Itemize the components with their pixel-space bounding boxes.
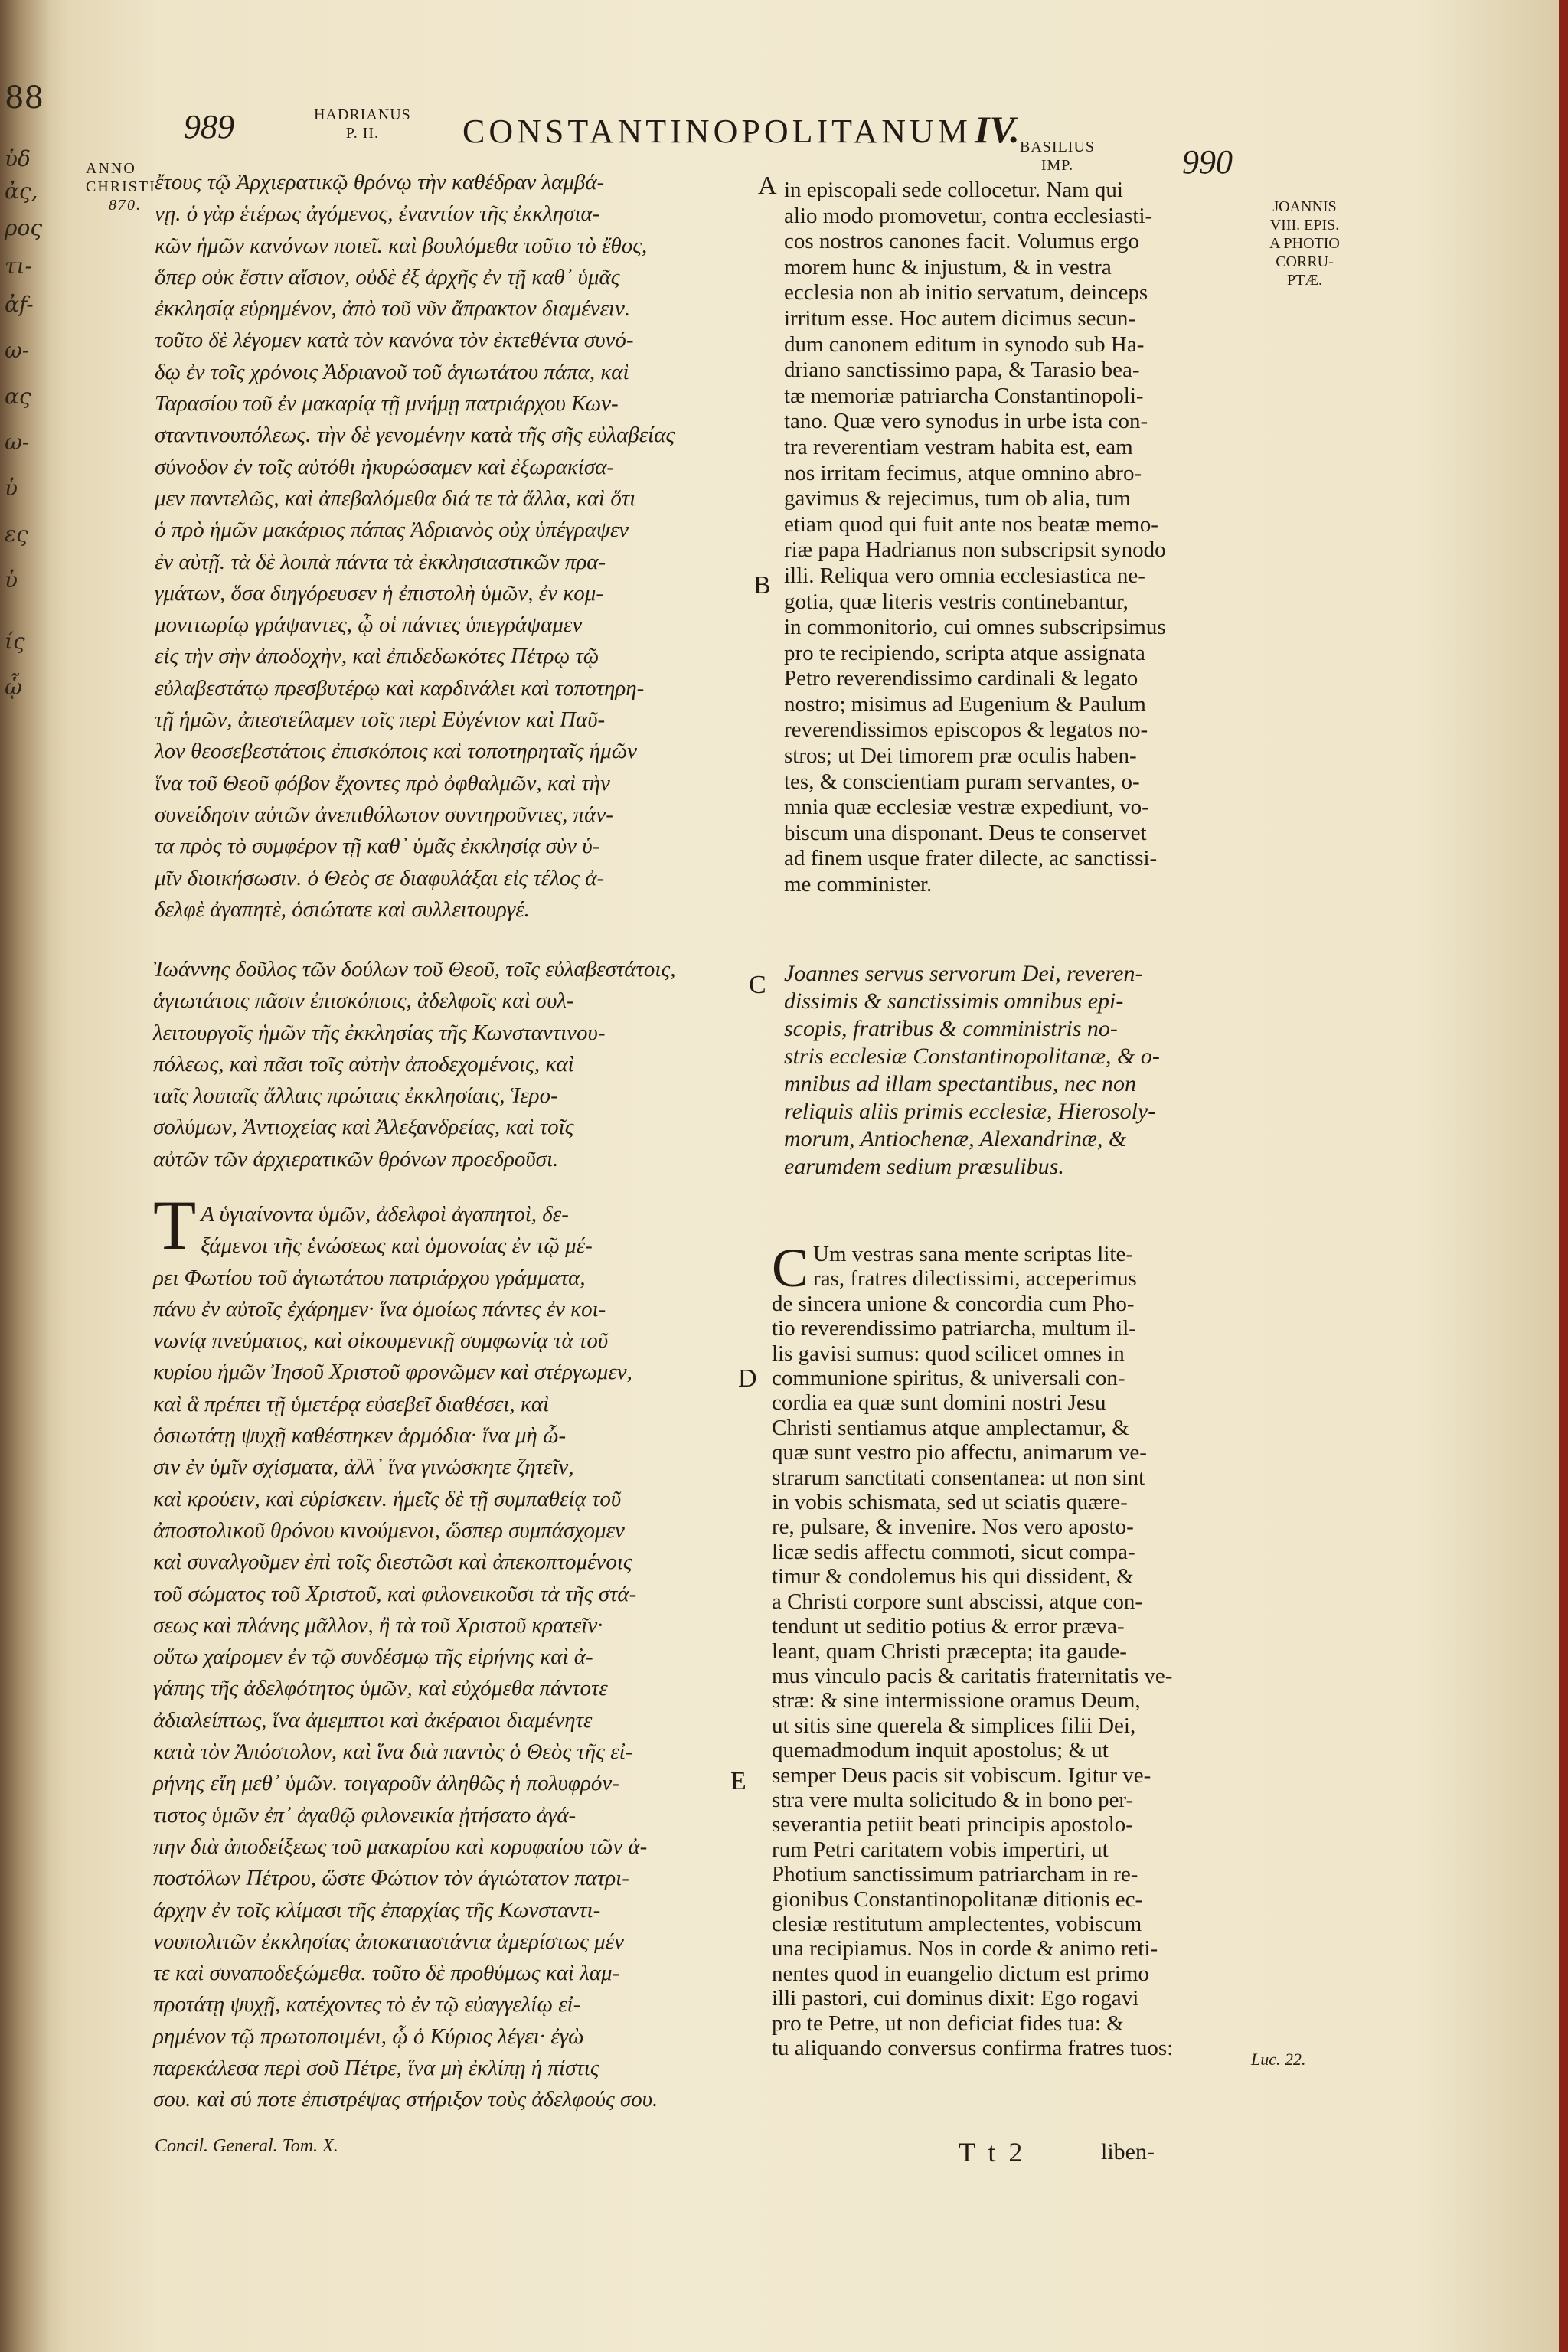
latin-epistle-line: re, pulsare, & invenire. Nos vero aposto- (772, 1514, 1134, 1540)
latin-text-line: gavimus & rejecimus, tum ob alia, tum (784, 486, 1131, 511)
latin-text-line: Petro reverendissimo cardinali & legato (784, 666, 1138, 691)
basilius-title: IMP. (1040, 157, 1074, 174)
greek-epistle-line: τοῦ σώματος τοῦ Χριστοῦ, καὶ φιλονεικοῦσι τὰ τῆς στά- (153, 1581, 637, 1606)
book-binding-gutter (0, 0, 70, 2352)
margin-note-line: CORRU- (1276, 253, 1334, 270)
greek-text-line: εὐλαβεστάτῳ πρεσβυτέρῳ καὶ καρδινάλει καὶ τοποτηρη- (155, 675, 645, 701)
latin-epistle-line: clesiæ restitutum amplectentes, vobiscum (772, 1911, 1142, 1936)
catchword: liben- (1101, 2139, 1155, 2164)
latin-text-line: tra reverentiam vestram habita est, eam (784, 434, 1133, 459)
greek-salutation-line: Ἰωάννης δοῦλος τῶν δούλων τοῦ Θεοῦ, τοῖς εὐλαβεστάτοις, (153, 957, 676, 982)
latin-text-line: in commonitorio, cui omnes subscripsimus (784, 615, 1166, 640)
latin-text-line: driano sanctissimo papa, & Tarasio bea- (784, 358, 1140, 383)
greek-text-line: ἐν αὐτῇ. τὰ δὲ λοιπὰ πάντα τὰ ἐκκλησιαστικῶν πρα- (155, 549, 606, 574)
greek-epistle-line: τιστος ὑμῶν ἐπ᾽ ἀγαθῷ φιλονεικία ᾐτήσατο ἀγά- (153, 1802, 577, 1828)
greek-text-line: μονιτωρίῳ γράψαντες, ᾧ οἱ πάντες ὑπεγράψαμεν (155, 612, 583, 638)
christi-label: CHRISTI (86, 178, 156, 195)
hadrianus-header (314, 106, 411, 142)
anno-label: ANNO (86, 160, 136, 177)
latin-text-line: tes, & conscientiam puram servantes, o- (784, 769, 1140, 794)
greek-text-line: γμάτων, ὅσα διηγόρευσεν ἡ ἐπιστολὴ ὑμῶν, ἐν κομ- (155, 580, 603, 606)
greek-text-line: ὁ πρὸ ἡμῶν μακάριος πάπας Ἀδριανὸς οὐχ ὑπέγραψεν (155, 518, 629, 543)
binding-fragment: ἀς, (5, 178, 38, 204)
greek-salutation-line: αὐτῶν τῶν ἀρχιερατικῶν θρόνων προεδροῦσι. (153, 1146, 559, 1171)
page-number-right: 990 (1182, 143, 1233, 181)
latin-epistle-line: leant, quam Christi præcepta; ita gaude- (772, 1638, 1127, 1664)
greek-letter-text (155, 167, 752, 926)
latin-epistle-line: mus vinculo pacis & caritatis fraternitatis ve- (772, 1663, 1173, 1688)
latin-epistle-line: licæ sedis affectu commoti, sicut compa- (772, 1539, 1135, 1564)
page-edge (1559, 0, 1568, 2352)
greek-epistle-line: ρήνης εἴη μεθ᾽ ὑμῶν. τοιγαροῦν ἀληθῶς ἡ πολυφρόν- (153, 1771, 619, 1796)
latin-text-line: in episcopali sede collocetur. Nam qui (784, 178, 1123, 202)
signature-mark: T t 2 (959, 2137, 1026, 2167)
greek-text-line: σύνοδον ἐν τοῖς αὐτόθι ἠκυρώσαμεν καὶ ἐξωρακίσα- (155, 454, 615, 479)
binding-fragment: ρος (5, 215, 42, 240)
latin-text-line: tæ memoriæ patriarcha Constantinopoli- (784, 383, 1144, 408)
greek-text-line: τῇ ἡμῶν, ἀπεστείλαμεν τοῖς περὶ Εὐγένιον καὶ Παῦ- (155, 707, 606, 733)
greek-salutation-line: σολύμων, Ἀντιοχείας καὶ Ἀλεξανδρείας, καὶ τοῖς (153, 1115, 574, 1140)
latin-epistle-line: in vobis schismata, sed ut sciatis quære- (772, 1490, 1128, 1515)
greek-text-line: Ταρασίου τοῦ ἐν μακαρίᾳ τῇ μνήμῃ πατριάρχου Κων- (155, 391, 619, 416)
latin-epistle-line: rum Petri caritatem vobis impertiri, ut (772, 1837, 1109, 1862)
margin-note-line: A PHOTIO (1269, 235, 1340, 252)
greek-text-line: τοῦτο δὲ λέγομεν κατὰ τὸν κανόνα τὸν ἐκτεθέντα συνό- (155, 328, 634, 353)
latin-epistle-line: pro te Petre, ut non deficiat fides tua: & (772, 2011, 1124, 2036)
greek-salutation-line: πόλεως, καὶ πᾶσι τοῖς αὐτὴν ἀποδεχομένοις, καὶ (153, 1051, 574, 1076)
binding-fragment: τι- (5, 253, 32, 279)
binding-fragment: ὑ (5, 567, 18, 593)
marker-c: C (749, 971, 766, 999)
greek-text-line: λον θεοσεβεστάτοις ἐπισκόποις καὶ τοποτηρηταῖς ἡμῶν (155, 739, 638, 764)
latin-epistle-line: tu aliquando conversus confirma fratres tuos: (772, 2036, 1174, 2060)
latin-text-line: illi. Reliqua vero omnia ecclesiastica ne- (784, 563, 1145, 588)
latin-text-line: nos irritam fecimus, atque omnino abro- (784, 460, 1142, 485)
greek-text-line: μῖν διοικήσωσιν. ὁ Θεὸς σε διαφυλάξαι εἰς τέλος ἀ- (155, 865, 605, 890)
greek-epistle-text (153, 1186, 766, 2116)
greek-text-line: σταντινουπόλεως. τὴν δὲ γενομένην κατὰ τῆς σῆς εὐλαβείας (155, 423, 675, 448)
latin-epistle-line: nentes quod in euangelio dictum est primo (772, 1961, 1149, 1986)
page-number-left: 989 (184, 108, 234, 145)
greek-epistle-line: νωνίᾳ πνεύματος, καὶ οἰκουμενικῇ συμφωνίᾳ τὰ τοῦ (153, 1328, 609, 1354)
greek-epistle-line: γάπης τῆς ἀδελφότητος ὑμῶν, καὶ εὐχόμεθα πάντοτε (153, 1676, 608, 1701)
latin-salutation-line: mnibus ad illam spectantibus, nec non (784, 1071, 1136, 1096)
latin-text-line: pro te recipiendo, scripta atque assignata (784, 640, 1145, 665)
margin-note-line: JOANNIS (1272, 198, 1337, 215)
greek-epistle-line: προτάτῃ ψυχῇ, κατέχοντες τὸ ἐν τῷ εὐαγγελίῳ εἰ- (153, 1992, 581, 2017)
greek-epistle-line: πάνυ ἐν αὐτοῖς ἐχάρημεν· ἵνα ὁμοίως πάντες ἐν κοι- (153, 1296, 606, 1321)
latin-epistle-line: severantia petiit beati principis apostolo- (772, 1812, 1133, 1838)
latin-epistle-line: stræ: & sine intermissione oramus Deum, (772, 1688, 1141, 1713)
greek-epistle-line: ξάμενοι τῆς ἑνώσεως καὶ ὁμονοίας ἐν τῷ μέ- (201, 1233, 593, 1259)
latin-epistle-text (772, 1237, 1323, 2060)
council-title: CONSTANTINOPOLITANUM (462, 113, 972, 150)
greek-epistle-line: ὁσιωτάτῃ ψυχῇ καθέστηκεν ἁρμόδια· ἵνα μὴ ὦ- (153, 1423, 567, 1449)
greek-epistle-line: ρημένον τῷ πρωτοποιμένι, ᾧ ὁ Κύριος λέγει· ἐγὼ (153, 2024, 584, 2049)
latin-text-line: dum canonem editum in synodo sub Ha- (784, 332, 1145, 357)
greek-epistle-line: νουπολιτῶν ἐκκλησίας ἀποκαταστάντα ἀμερίστως μέν (153, 1929, 624, 1954)
latin-epistle-line: semper Deus pacis sit vobiscum. Igitur ve- (772, 1762, 1152, 1788)
latin-epistle-line: quemadmodum inquit apostolus; & ut (772, 1738, 1109, 1763)
greek-epistle-line: πην διὰ ἀποδείξεως τοῦ μακαρίου καὶ κορυφαίου τῶν ἀ- (153, 1834, 648, 1859)
luke-reference: Luc. 22. (1251, 2050, 1306, 2069)
greek-salutation-line: λειτουργοῖς ἡμῶν τῆς ἐκκλησίας τῆς Κωνσταντινου- (153, 1020, 606, 1045)
latin-salutation-line: morum, Antiochenæ, Alexandrinæ, & (784, 1126, 1127, 1152)
greek-epistle-line: κυρίου ἡμῶν Ἰησοῦ Χριστοῦ φρονῶμεν καὶ στέργωμεν, (153, 1360, 632, 1385)
latin-epistle-line: illi pastori, cui dominus dixit: Ego rogavi (772, 1986, 1139, 2011)
greek-epistle-line: οὕτω χαίρομεν ἐν τῷ συνδέσμῳ τῆς εἰρήνης καὶ ἀ- (153, 1645, 593, 1670)
greek-text-line: ἵνα τοῦ Θεοῦ φόβον ἔχοντες πρὸ ὀφθαλμῶν, καὶ τὴν (155, 770, 610, 795)
book-page (70, 0, 1568, 2352)
marker-d: D (738, 1364, 757, 1393)
latin-epistle-line: una recipiamus. Nos in corde & animo reti- (772, 1936, 1158, 1962)
council-number: IV. (974, 108, 1020, 151)
greek-epistle-line: ρει Φωτίου τοῦ ἁγιωτάτου πατριάρχου γράμματα, (153, 1265, 586, 1290)
binding-fragment: ίς (5, 629, 25, 654)
latin-epistle-line: Photium sanctissimum patriarcham in re- (772, 1862, 1138, 1887)
greek-text-line: ὅπερ οὐκ ἔστιν αἴσιον, οὐδὲ ἐξ ἀρχῆς ἐν τῇ καθ᾽ ὑμᾶς (155, 264, 620, 289)
latin-salutation (784, 960, 1305, 1181)
greek-epistle-line: παρεκάλεσα περὶ σοῦ Πέτρε, ἵνα μὴ ἐκλίπῃ ἡ πίστις (153, 2056, 599, 2081)
binding-fragment: ἀf- (5, 292, 34, 317)
greek-text-line: μεν παντελῶς, καὶ ἀπεβαλόμεθα διά τε τὰ ἄλλα, καὶ ὅτι (155, 485, 636, 511)
greek-text-line: ἔτους τῷ Ἀρχιερατικῷ θρόνῳ τὴν καθέδραν λαμβά- (155, 170, 605, 194)
latin-text-line: alio modo promovetur, contra ecclesiasti- (784, 203, 1153, 228)
latin-salutation-line: earumdem sedium præsulibus. (784, 1154, 1064, 1179)
latin-text-line: stros; ut Dei timorem præ oculis haben- (784, 743, 1137, 769)
latin-epistle-line: Christi sentiamus atque amplectamur, & (772, 1415, 1129, 1440)
latin-epistle-line: communione spiritus, & universali con- (772, 1366, 1125, 1391)
binding-fragment: ες (5, 521, 28, 547)
latin-text-line: reverendissimos episcopos & legatos no- (784, 717, 1148, 743)
greek-text-line: κῶν ἡμῶν κανόνων ποιεῖ. καὶ βουλόμεθα τοῦτο τὸ ἔθος, (155, 233, 648, 258)
latin-epistle-line: tendunt ut seditio potius & error præva- (772, 1614, 1125, 1639)
binding-fragment: ὑδ (5, 146, 31, 172)
latin-text-line: ad finem usque frater dilecte, ac sanctissi- (784, 846, 1158, 871)
latin-epistle-line: strarum sanctitati consentanea: ut non sint (772, 1465, 1145, 1490)
margin-note-line: VIII. EPIS. (1269, 217, 1340, 234)
latin-text-line: ecclesia non ab initio servatum, deinceps (784, 280, 1148, 305)
anno-christi-note (86, 159, 156, 214)
greek-salutation-line: ἁγιωτάτοις πᾶσιν ἐπισκόποις, ἀδελφοῖς καὶ συλ- (153, 988, 574, 1014)
greek-epistle-line: καὶ ἃ πρέπει τῇ ὑμετέρᾳ εὐσεβεῖ διαθέσει, καὶ (153, 1391, 550, 1416)
greek-text-line: δῳ ἐν τοῖς χρόνοις Ἀδριανοῦ τοῦ ἁγιωτάτου πάπα, καὶ (155, 359, 629, 384)
latin-epistle-line: a Christi corpore sunt abscissi, atque con- (772, 1589, 1143, 1614)
greek-epistle-line: σεως καὶ πλάνης μᾶλλον, ἢ τὰ τοῦ Χριστοῦ κρατεῖν· (153, 1612, 603, 1638)
latin-dropcap: C (772, 1237, 809, 1298)
greek-epistle-line: σιν ἐν ὑμῖν σχίσματα, ἀλλ᾽ ἵνα γινώσκητε ζητεῖν, (153, 1455, 574, 1480)
latin-text-line: me comminister. (784, 872, 933, 897)
greek-epistle-line: καὶ κρούειν, καὶ εὑρίσκειν. ἡμεῖς δὲ τῇ συμπαθείᾳ τοῦ (153, 1486, 622, 1511)
latin-text-line: nostro; misimus ad Eugenium & Paulum (784, 691, 1146, 717)
greek-epistle-line: ποστόλων Πέτρου, ὥστε Φώτιον τὸν ἁγιώτατον πατρι- (153, 1866, 629, 1891)
greek-epistle-line: Α ὑγιαίνοντα ὑμῶν, ἀδελφοὶ ἀγαπητοὶ, δε- (201, 1202, 569, 1227)
latin-epistle-line: lis gavisi sumus: quod scilicet omnes in (772, 1341, 1125, 1366)
latin-epistle-line: quæ sunt vestro pio affectu, animarum ve- (772, 1440, 1147, 1465)
binding-fragment: ας (5, 384, 31, 409)
latin-epistle-line: de sincera unione & concordia cum Pho- (772, 1291, 1135, 1316)
binding-fragment: ω- (5, 338, 30, 363)
binding-fragment: ᾧ (5, 675, 22, 700)
latin-epistle-line: ras, fratres dilectissimi, acceperimus (813, 1266, 1137, 1292)
greek-epistle-line: ἀποστολικοῦ θρόνου κινούμενοι, ὥσπερ συμπάσχομεν (153, 1517, 625, 1543)
latin-salutation-line: dissimis & sanctissimis omnibus epi- (784, 988, 1124, 1014)
latin-text-line: biscum una disponant. Deus te conservet (784, 820, 1147, 845)
greek-salutation-line: ταῖς λοιπαῖς ἄλλαις πρώταις ἐκκλησίαις, Ἱερο- (153, 1083, 558, 1109)
latin-epistle-line: ut sitis sine querela & simplices filii Dei, (772, 1713, 1136, 1738)
latin-epistle-line: Um vestras sana mente scriptas lite- (813, 1242, 1133, 1266)
basilius-name: BASILIUS (1020, 139, 1096, 155)
greek-epistle-line: ἀδιαλείπτως, ἵνα ἀμεμπτοι καὶ ἀκέραιοι διαμένητε (153, 1707, 593, 1733)
latin-salutation-line: stris ecclesiæ Constantinopolitanæ, & o- (784, 1044, 1160, 1069)
footer-source: Concil. General. Tom. X. (155, 2136, 338, 2156)
greek-epistle-line: καὶ συναλγοῦμεν ἐπὶ τοῖς διεστῶσι καὶ ἀπεκοπτομένοις (153, 1550, 632, 1575)
latin-text-line: morem hunc & injustum, & in vestra (784, 254, 1112, 279)
greek-text-line: τα πρὸς τὸ συμφέρον τῇ καθ᾽ ὑμᾶς ἐκκλησίᾳ σὺν ὑ- (155, 834, 600, 859)
latin-text-line: gotia, quæ literis vestris continebantur, (784, 589, 1129, 614)
latin-epistle-line: gionibus Constantinopolitanæ ditionis ec- (772, 1886, 1143, 1912)
margin-note-line: PTÆ. (1286, 272, 1323, 289)
latin-epistle-line: cordia ea quæ sunt domini nostri Jesu (772, 1390, 1106, 1416)
latin-epistle-line: stra vere multa solicitudo & in bono per- (772, 1787, 1134, 1812)
greek-epistle-line: σου. καὶ σύ ποτε ἐπιστρέψας στήριξον τοὺς ἀδελφούς σου. (153, 2087, 658, 2112)
greek-epistle-line: κατὰ τὸν Ἀπόστολον, καὶ ἵνα διὰ παντὸς ὁ Θεὸς τῆς εἰ- (153, 1740, 633, 1765)
binding-fragment: 88 (5, 80, 44, 116)
greek-text-line: συνείδησιν αὐτῶν ἀνεπιθόλωτον συντηροῦντες, πάν- (155, 802, 613, 827)
latin-text-line: mnia quæ ecclesiæ vestræ expediunt, vo- (784, 795, 1149, 820)
latin-text-line: tano. Quæ vero synodus in urbe ista con- (784, 409, 1148, 434)
latin-text-line: etiam quod qui fuit ante nos beatæ memo- (784, 511, 1158, 537)
greek-text-line: εἰς τὴν σὴν ἀποδοχὴν, καὶ ἐπιδεδωκότες Πέτρῳ τῷ (155, 644, 599, 669)
latin-epistle-line: tio reverendissimo patriarcha, multum il- (772, 1316, 1136, 1341)
greek-epistle-line: άρχην ἐν τοῖς κλίμασι τῆς ἐπαρχίας τῆς Κωνσταντι- (153, 1897, 601, 1922)
binding-fragment: ὑ (5, 475, 18, 501)
latin-salutation-line: reliquis aliis primis ecclesiæ, Hierosoly- (784, 1099, 1156, 1124)
marker-b: B (753, 571, 771, 599)
year-label: 870. (109, 197, 142, 214)
greek-text-line: ἐκκλησίᾳ εὑρημένον, ἀπὸ τοῦ νῦν ἄπρακτον διαμένειν. (155, 296, 631, 322)
latin-salutation-line: scopis, fratribus & comministris no- (784, 1016, 1118, 1041)
greek-text-line: δελφὲ ἀγαπητὲ, ὁσιώτατε καὶ συλλειτουργέ. (155, 897, 530, 922)
marker-a: A (758, 172, 777, 200)
basilius-header (1020, 138, 1095, 175)
marker-e: E (730, 1767, 746, 1795)
greek-salutation (153, 954, 758, 1175)
hadrianus-name: HADRIANUS (314, 106, 411, 123)
latin-text-line: irritum esse. Hoc autem dicimus secun- (784, 305, 1136, 331)
latin-text-line: riæ papa Hadrianus non subscripsit synodo (784, 537, 1166, 563)
hadrianus-title: P. II. (345, 125, 380, 142)
running-title (462, 107, 1020, 152)
latin-epistle-line: timur & condolemus his qui dissident, & (772, 1564, 1134, 1589)
greek-dropcap: Τ (153, 1186, 197, 1264)
latin-salutation-line: Joannes servus servorum Dei, reveren- (784, 961, 1143, 986)
latin-text-line: cos nostros canones facit. Volumus ergo (784, 229, 1139, 254)
latin-letter-text (784, 178, 1305, 898)
greek-epistle-line: τε καὶ συναποδεξώμεθα. τοῦτο δὲ προθύμως καὶ λαμ- (153, 1961, 620, 1986)
greek-text-line: νῃ. ὁ γὰρ ἑτέρως ἀγόμενος, ἐναντίον τῆς ἐκκλησια- (155, 201, 600, 227)
binding-fragment: ω- (5, 430, 30, 455)
